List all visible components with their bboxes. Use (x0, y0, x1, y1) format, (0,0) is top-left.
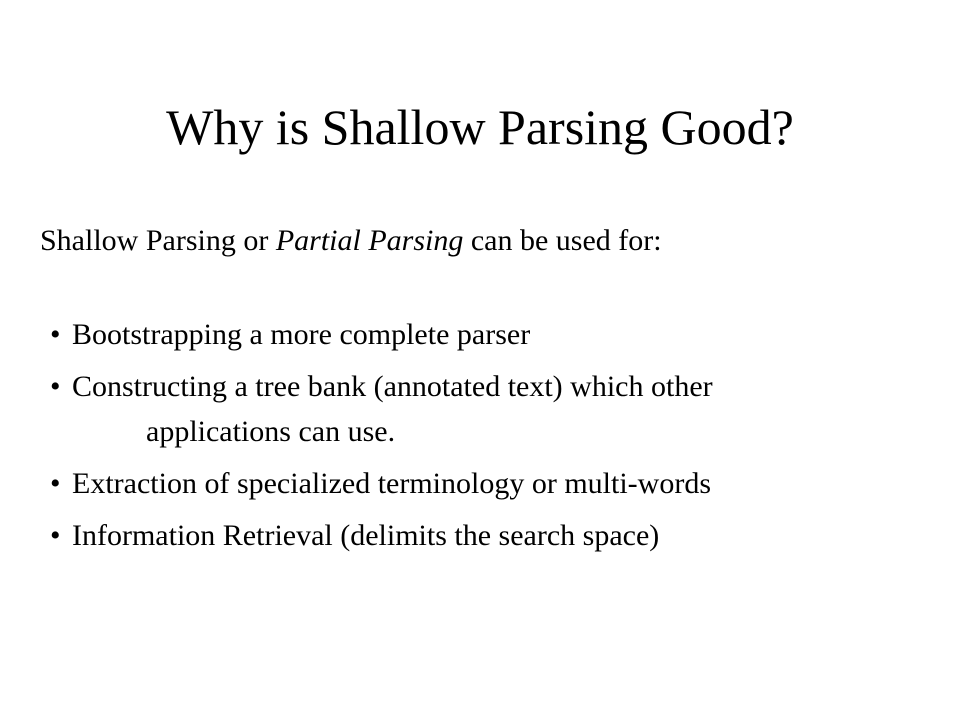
bullet-list (50, 312, 940, 565)
bullet-item-bootstrapping (50, 312, 940, 357)
bullet-text: Constructing a tree bank (annotated text) which other (72, 370, 713, 403)
bullet-icon: • (50, 370, 61, 403)
intro-emphasis: Partial Parsing (275, 224, 464, 257)
bullet-text: Extraction of specialized terminology or multi-words (72, 467, 711, 500)
intro-text (40, 216, 662, 266)
bullet-icon: • (50, 318, 61, 351)
bullet-icon: • (50, 467, 61, 500)
slide-title: Why is Shallow Parsing Good? (166, 99, 794, 155)
bullet-item-tree-bank (50, 364, 940, 454)
bullet-icon: • (50, 519, 61, 552)
bullet-item-information-retrieval (50, 513, 940, 558)
bullet-text: Bootstrapping a more complete parser (72, 318, 531, 351)
intro-text-end: can be used for: (463, 224, 662, 257)
intro-text-start: Shallow Parsing or (40, 224, 276, 257)
bullet-text-continuation: applications can use. (146, 415, 396, 448)
bullet-text: Information Retrieval (delimits the search space) (72, 519, 660, 552)
bullet-item-extraction (50, 461, 940, 506)
